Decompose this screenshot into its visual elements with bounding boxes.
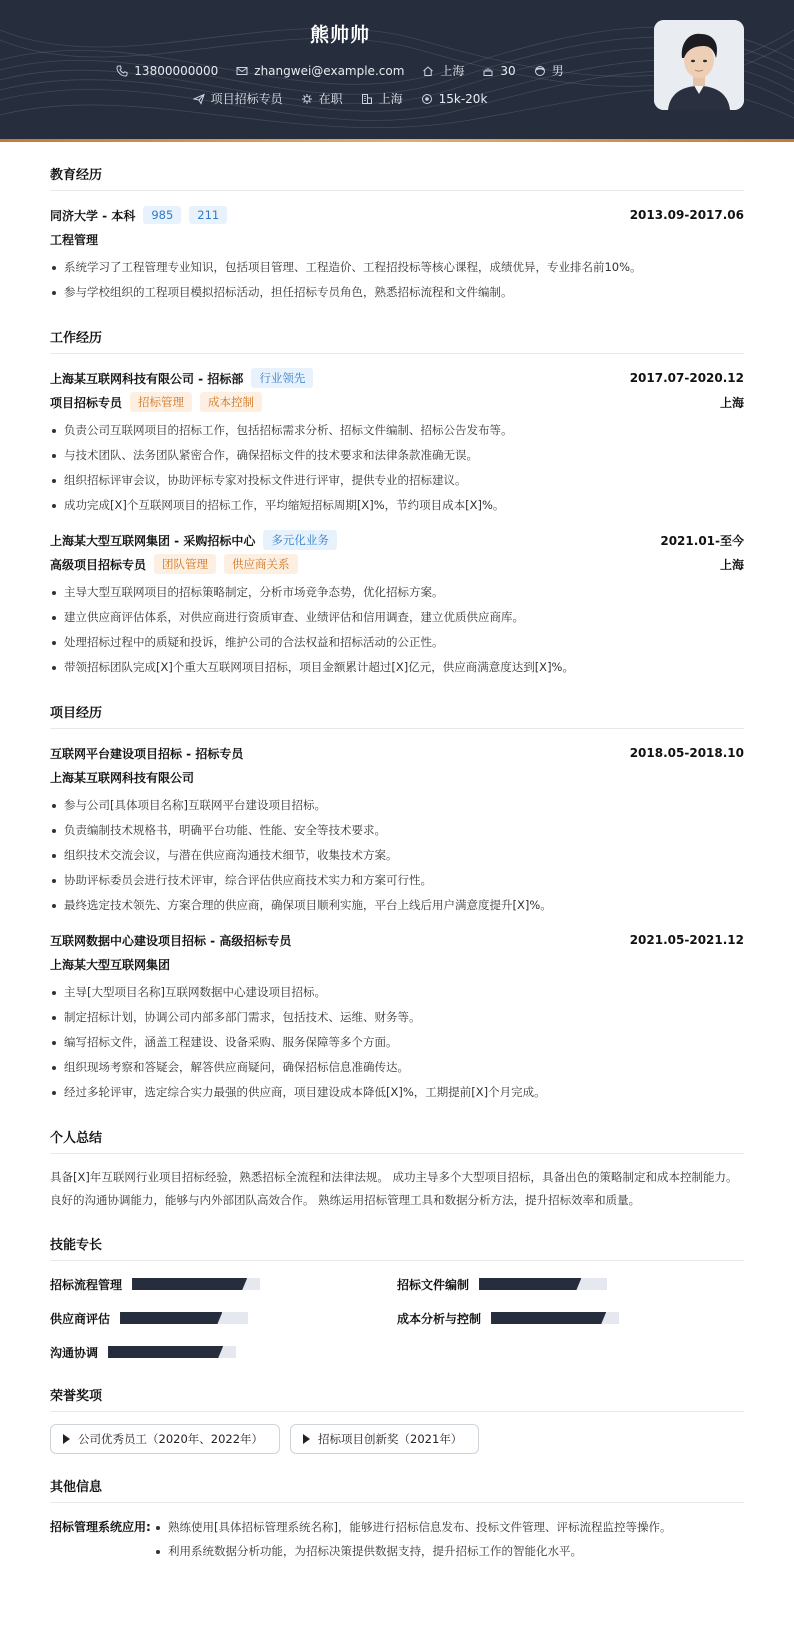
avatar-portrait — [654, 20, 744, 110]
skill-level-fill — [108, 1346, 223, 1358]
target-city-info — [361, 90, 403, 107]
list-item: 主导大型互联网项目的招标策略制定，分析市场竞争态势，优化招标方案。 — [50, 580, 744, 605]
education-date: 2013.09-2017.06 — [629, 208, 744, 222]
project-entry — [50, 741, 744, 918]
skill-item — [50, 1307, 397, 1329]
position-tag: 团队管理 — [154, 554, 216, 574]
list-item: 成功完成[X]个互联网项目的招标工作，平均缩短招标周期[X]%，节约项目成本[X]%。 — [50, 493, 744, 518]
list-item: 利用系统数据分析功能，为招标决策提供数据支持，提升招标工作的智能化水平。 — [154, 1539, 671, 1563]
list-item: 组织技术交流会议，与潜在供应商沟通技术细节，收集技术方案。 — [50, 843, 744, 868]
gender-info — [534, 62, 564, 79]
skill-name: 招标文件编制 — [397, 1277, 470, 1292]
project-name: 互联网平台建设项目招标 - 招标专员 — [50, 746, 244, 761]
skill-level-bar — [108, 1346, 236, 1358]
work-date: 2021.01-至今 — [660, 533, 744, 548]
list-item: 编写招标文件，涵盖工程建设、设备采购、服务保障等多个方面。 — [50, 1030, 744, 1055]
list-item: 最终选定技术领先、方案合理的供应商，确保项目顺利实施，平台上线后用户满意度提升[X]%。 — [50, 893, 744, 918]
school-tag: 985 — [143, 206, 181, 224]
education-section — [50, 164, 744, 305]
status-icon — [301, 93, 313, 105]
project-title: 项目经历 — [50, 702, 744, 729]
list-item: 系统学习了工程管理专业知识，包括项目管理、工程造价、工程招投标等核心课程，成绩优异，专业排名前10%。 — [50, 255, 744, 280]
school-tag: 211 — [189, 206, 227, 224]
gender: 男 — [551, 64, 564, 78]
age: 30 — [500, 63, 516, 78]
mail-icon — [236, 65, 248, 77]
skill-name: 招标流程管理 — [50, 1277, 123, 1292]
employment-status: 在职 — [318, 92, 343, 106]
skill-name: 供应商评估 — [50, 1311, 111, 1326]
project-date: 2018.05-2018.10 — [629, 746, 744, 760]
skill-item — [50, 1273, 397, 1295]
resume-header — [0, 0, 794, 142]
education-title: 教育经历 — [50, 164, 744, 191]
project-entry — [50, 928, 744, 1105]
salary-icon — [421, 93, 433, 105]
list-item: 经过多轮评审，选定综合实力最强的供应商，项目建设成本降低[X]%，工期提前[X]个月完成。 — [50, 1080, 744, 1105]
expected-salary: 15k-20k — [438, 91, 488, 106]
summary-section — [50, 1127, 744, 1212]
list-item: 组织招标评审会议，协助评标专家对投标文件进行评审，提供专业的招标建议。 — [50, 468, 744, 493]
position-tag: 招标管理 — [130, 392, 192, 412]
triangle-icon — [303, 1434, 310, 1444]
skill-level-bar — [132, 1278, 260, 1290]
position-tag: 供应商关系 — [224, 554, 298, 574]
position-name: 项目招标专员 — [50, 395, 123, 410]
position-name: 高级项目招标专员 — [50, 557, 147, 572]
skill-item — [397, 1273, 744, 1295]
target-city: 上海 — [378, 92, 403, 106]
summary-title: 个人总结 — [50, 1127, 744, 1154]
contact-row — [0, 62, 680, 79]
triangle-icon — [63, 1434, 70, 1444]
education-header-row — [50, 203, 744, 227]
avatar — [654, 20, 744, 110]
award-label: 公司优秀员工（2020年、2022年） — [78, 1432, 264, 1446]
status-info — [301, 90, 343, 107]
list-item: 建立供应商评估体系，对供应商进行资质审查、业绩评估和信用调查，建立优质供应商库。 — [50, 605, 744, 630]
skills-grid — [50, 1273, 744, 1363]
header-accent-line — [0, 139, 794, 142]
work-date: 2017.07-2020.12 — [629, 371, 744, 385]
work-location: 上海 — [719, 557, 744, 572]
age-info — [482, 62, 515, 79]
award-label: 招标项目创新奖（2021年） — [318, 1432, 463, 1446]
project-company: 上海某大型互联网集团 — [50, 957, 171, 972]
resume-content — [0, 164, 794, 1563]
skill-name: 沟通协调 — [50, 1345, 99, 1360]
other-section — [50, 1476, 744, 1563]
other-label: 招标管理系统应用: — [50, 1520, 151, 1534]
position-tag: 成本控制 — [200, 392, 262, 412]
list-item: 组织现场考察和答疑会，解答供应商疑问，确保招标信息准确传达。 — [50, 1055, 744, 1080]
skills-section — [50, 1234, 744, 1363]
send-icon — [193, 93, 205, 105]
list-item: 参与学校组织的工程项目模拟招标活动，担任招标专员角色，熟悉招标流程和文件编制。 — [50, 280, 744, 305]
work-section — [50, 327, 744, 680]
skill-level-fill — [120, 1312, 222, 1324]
work-title: 工作经历 — [50, 327, 744, 354]
company-name: 上海某大型互联网集团 - 采购招标中心 — [50, 533, 256, 548]
other-title: 其他信息 — [50, 1476, 744, 1503]
skill-item — [397, 1307, 744, 1329]
email-address: zhangwei@example.com — [254, 63, 405, 78]
list-item: 负责编制技术规格书，明确平台功能、性能、安全等技术要求。 — [50, 818, 744, 843]
home-icon — [422, 65, 434, 77]
phone-info — [116, 62, 218, 79]
list-item: 参与公司[具体项目名称]互联网平台建设项目招标。 — [50, 793, 744, 818]
skill-level-fill — [132, 1278, 247, 1290]
company-tag: 行业领先 — [251, 368, 313, 388]
skill-level-bar — [479, 1278, 607, 1290]
candidate-name: 熊帅帅 — [309, 24, 370, 46]
job-title-info — [193, 90, 283, 107]
list-item: 处理招标过程中的质疑和投诉，维护公司的合法权益和招标活动的公正性。 — [50, 630, 744, 655]
skill-level-bar — [120, 1312, 248, 1324]
company-tag: 多元化业务 — [263, 530, 337, 550]
award-item — [50, 1424, 280, 1454]
phone-icon — [116, 65, 128, 77]
project-company: 上海某互联网科技有限公司 — [50, 770, 195, 785]
gender-icon — [534, 65, 546, 77]
school-name: 同济大学 - 本科 — [50, 208, 136, 223]
skill-level-fill — [479, 1278, 581, 1290]
job-title: 项目招标专员 — [210, 92, 283, 106]
skill-name: 成本分析与控制 — [397, 1311, 482, 1326]
city: 上海 — [440, 64, 465, 78]
list-item: 主导[大型项目名称]互联网数据中心建设项目招标。 — [50, 980, 744, 1005]
major: 工程管理 — [50, 232, 99, 247]
list-item: 熟练使用[具体招标管理系统名称]，能够进行招标信息发布、投标文件管理、评标流程监控等操作。 — [154, 1515, 671, 1539]
education-bullets — [50, 255, 744, 305]
summary-text: 具备[X]年互联网行业项目招标经验，熟悉招标全流程和法律法规。 成功主导多个大型项目招标，具备出色的策略制定和成本控制能力。 良好的沟通协调能力，能够与内外部团队高效合作。 熟练运用招标管理工具和数据分析方法，提升招标效率和质量。 — [50, 1170, 738, 1207]
skill-level-bar — [491, 1312, 619, 1324]
skills-title: 技能专长 — [50, 1234, 744, 1261]
awards-title: 荣誉奖项 — [50, 1385, 744, 1412]
list-item: 协助评标委员会进行技术评审，综合评估供应商技术实力和方案可行性。 — [50, 868, 744, 893]
award-item — [290, 1424, 479, 1454]
work-location: 上海 — [719, 395, 744, 410]
email-info — [236, 62, 404, 79]
list-item: 带领招标团队完成[X]个重大互联网项目招标，项目金额累计超过[X]亿元，供应商满意度达到[X]%。 — [50, 655, 744, 680]
awards-section — [50, 1385, 744, 1454]
list-item: 制定招标计划，协调公司内部多部门需求，包括技术、运维、财务等。 — [50, 1005, 744, 1030]
building-icon — [361, 93, 373, 105]
city-info — [422, 62, 464, 79]
skill-item — [50, 1341, 397, 1363]
work-entry — [50, 528, 744, 680]
project-name: 互联网数据中心建设项目招标 - 高级招标专员 — [50, 933, 292, 948]
list-item: 与技术团队、法务团队紧密合作，确保招标文件的技术要求和法律条款准确无误。 — [50, 443, 744, 468]
work-entry — [50, 366, 744, 518]
project-date: 2021.05-2021.12 — [629, 933, 744, 947]
salary-info — [421, 90, 488, 107]
job-intent-row — [0, 90, 680, 107]
age-icon — [482, 65, 494, 77]
list-item: 负责公司互联网项目的招标工作，包括招标需求分析、招标文件编制、招标公告发布等。 — [50, 418, 744, 443]
project-section — [50, 702, 744, 1105]
phone-number: 13800000000 — [134, 63, 219, 78]
company-name: 上海某互联网科技有限公司 - 招标部 — [50, 371, 244, 386]
skill-level-fill — [491, 1312, 606, 1324]
